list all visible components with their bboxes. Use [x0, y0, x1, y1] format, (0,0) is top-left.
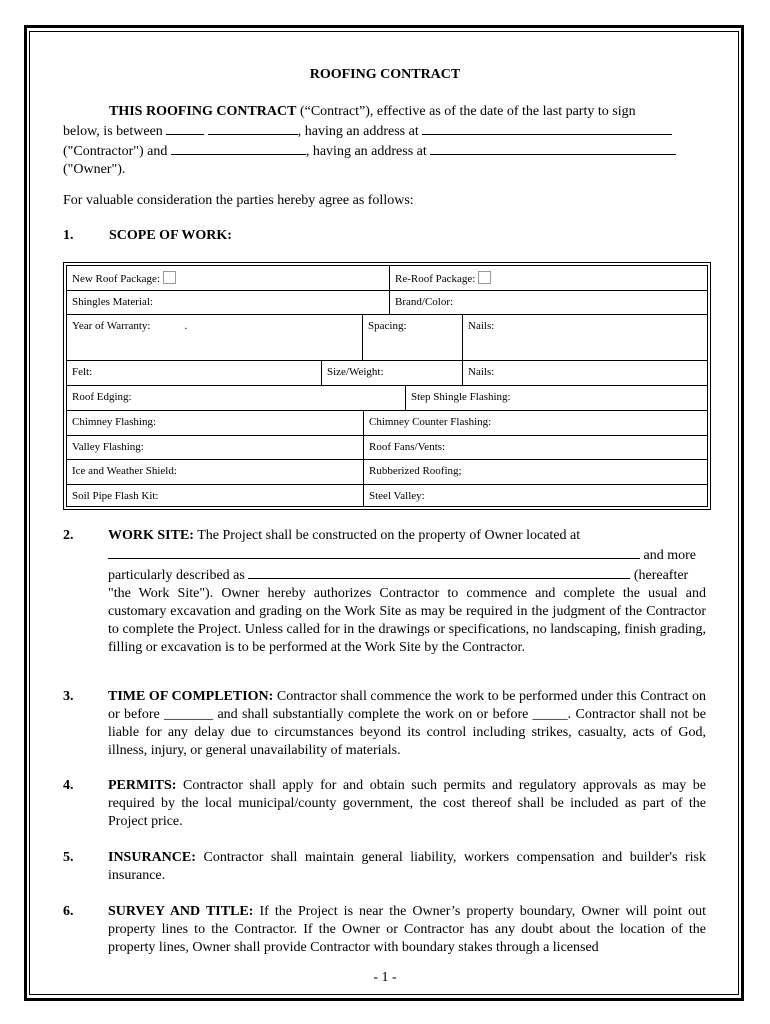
section5-heading: INSURANCE: [108, 850, 196, 865]
brand-color-label: Brand/Color: [395, 296, 454, 308]
shingles-material-label: Shingles Material: [72, 296, 153, 308]
ice-weather-shield-label: Ice and Weather Shield: [72, 465, 177, 477]
felt-cell[interactable] [67, 361, 321, 385]
section4-heading: PERMITS: [108, 778, 177, 793]
new-roof-package-checkbox[interactable] [163, 271, 176, 284]
felt-label: Felt: [72, 366, 93, 378]
rubberized-roofing-cell[interactable] [363, 460, 707, 484]
step-shingle-flashing-cell[interactable] [405, 386, 707, 410]
re-roof-package-checkbox[interactable] [478, 271, 491, 284]
section5-text: Contractor shall maintain general liability, workers compensation and builder's risk insurance. [108, 850, 706, 883]
section3-text: Contractor shall commence the work to be performed under this Contract on or before _______ and shall substantially complete the work on or before _____. Contractor shall not be liable for any delay due to circumstances beyond its control including strikes, casualty, acts of God, illness, injury, or general unavailability of materials. [108, 689, 706, 758]
re-roof-package-cell [389, 266, 707, 290]
intro-line2-a: below, is between [63, 124, 167, 139]
year-of-warranty-label: Year of Warranty: [72, 320, 151, 332]
table-row [67, 485, 707, 506]
re-roof-package-label: Re-Roof Package: [395, 273, 476, 285]
chimney-counter-flashing-cell[interactable] [363, 411, 707, 435]
table-row [67, 386, 707, 411]
table-row [67, 436, 707, 460]
valley-flashing-label: Valley Flashing: [72, 441, 144, 453]
steel-valley-cell[interactable] [363, 485, 707, 506]
scope-table-inner [66, 265, 708, 507]
table-row [67, 411, 707, 436]
section6-text: If the Project is near the Owner’s property boundary, Owner will point out property lines to the Contractor. If the Owner or Contractor has any doubt about the location of the property lines, Owner shall provide Contractor with boundary stakes through a licensed [108, 904, 706, 955]
section6-survey-and-title [63, 903, 707, 957]
spacing-cell[interactable] [362, 315, 462, 360]
section2-work-site [63, 527, 707, 672]
nails-cell-2[interactable] [462, 361, 707, 385]
table-row [67, 361, 707, 386]
shingles-material-cell[interactable] [67, 291, 389, 314]
section3-time-of-completion [63, 688, 707, 760]
owner-name-blank[interactable] [171, 141, 306, 155]
soil-pipe-flash-kit-label: Soil Pipe Flash Kit: [72, 490, 159, 502]
nails-cell-1[interactable] [462, 315, 707, 360]
table-row [67, 266, 707, 291]
year-of-warranty-cell[interactable] [67, 315, 362, 360]
section3-number: 3. [63, 689, 74, 704]
table-row [67, 291, 707, 315]
roof-edging-cell[interactable] [67, 386, 405, 410]
size-weight-label: Size/Weight: [327, 366, 384, 378]
intro-line3-a: ("Contractor") and [63, 144, 171, 159]
new-roof-package-cell [67, 266, 389, 290]
steel-valley-label: Steel Valley: [369, 490, 425, 502]
step-shingle-flashing-label: Step Shingle Flashing: [411, 391, 511, 403]
ice-weather-shield-cell[interactable] [67, 460, 363, 484]
section2-text: "the Work Site"). Owner hereby authorizes Contractor to commence and complete the usual and customary excavation and grading on the Work Site as may be required in the judgment of the Contractor to complete the Project. Unless called for in the drawings or specifications, no landscaping, finish grading, filling or excavation is to be performed at the Work Site by the Contractor. [108, 586, 706, 655]
section2-number: 2. [63, 528, 74, 543]
size-weight-cell[interactable] [321, 361, 462, 385]
section2-line2-end: and more [640, 548, 696, 563]
section5-insurance [63, 849, 707, 885]
chimney-flashing-cell[interactable] [67, 411, 363, 435]
intro-bold-lead: THIS ROOFING CONTRACT [109, 104, 297, 119]
warranty-dot: . [184, 320, 188, 332]
intro-line1: (“Contract”), effective as of the date of the last party to sign [296, 104, 636, 119]
contractor-address-blank[interactable] [422, 121, 672, 135]
spacing-label: Spacing: [368, 320, 407, 332]
roof-edging-label: Roof Edging: [72, 391, 132, 403]
roof-fans-vents-label: Roof Fans/Vents: [369, 441, 446, 453]
owner-address-blank[interactable] [430, 141, 676, 155]
chimney-flashing-label: Chimney Flashing: [72, 416, 157, 428]
section5-number: 5. [63, 850, 74, 865]
table-row [67, 315, 707, 361]
consideration-text: For valuable consideration the parties hereby agree as follows: [63, 193, 414, 208]
section2-line3-a: particularly described as [108, 568, 249, 583]
section2-heading: WORK SITE: [108, 528, 194, 543]
page-number: - 1 - [373, 970, 397, 985]
scope-of-work-table [63, 262, 711, 510]
section4-text: Contractor shall apply for and obtain such permits and regulatory approvals as may be required by the local municipal/county government, the cost thereof shall be included as part of the Project price. [108, 778, 706, 829]
intro-line3-b: , having an address at [305, 144, 431, 159]
section1-heading [63, 228, 232, 244]
intro-line2-b: , having an address at [297, 124, 423, 139]
section4-permits [63, 777, 707, 831]
section4-number: 4. [63, 778, 74, 793]
section6-number: 6. [63, 904, 74, 919]
section1-number: 1. [63, 228, 74, 243]
chimney-counter-flashing-label: Chimney Counter Flashing: [369, 416, 492, 428]
valley-flashing-cell[interactable] [67, 436, 363, 459]
nails-label-2: Nails: [468, 366, 495, 378]
rubberized-roofing-label: Rubberized Roofing; [369, 465, 462, 477]
table-row [67, 460, 707, 485]
section6-heading: SURVEY AND TITLE: [108, 904, 254, 919]
work-site-location-blank[interactable] [108, 545, 640, 559]
roof-fans-vents-cell[interactable] [363, 436, 707, 459]
nails-label-1: Nails: [468, 320, 495, 332]
document-title: ROOFING CONTRACT [309, 67, 461, 82]
intro-line4: ("Owner"). [63, 162, 126, 177]
section2-line1: The Project shall be constructed on the property of Owner located at [193, 528, 581, 543]
soil-pipe-flash-kit-cell[interactable] [67, 485, 363, 506]
contractor-name-blank-1[interactable] [166, 121, 204, 135]
work-site-description-blank[interactable] [248, 565, 630, 579]
new-roof-package-label: New Roof Package: [72, 273, 160, 285]
contractor-name-blank-2[interactable] [208, 121, 298, 135]
intro-paragraph [63, 103, 707, 179]
section1-title: SCOPE OF WORK: [109, 228, 232, 243]
section2-line3-end: (hereafter [630, 568, 689, 583]
brand-color-cell[interactable] [389, 291, 707, 314]
section3-heading: TIME OF COMPLETION: [108, 689, 274, 704]
